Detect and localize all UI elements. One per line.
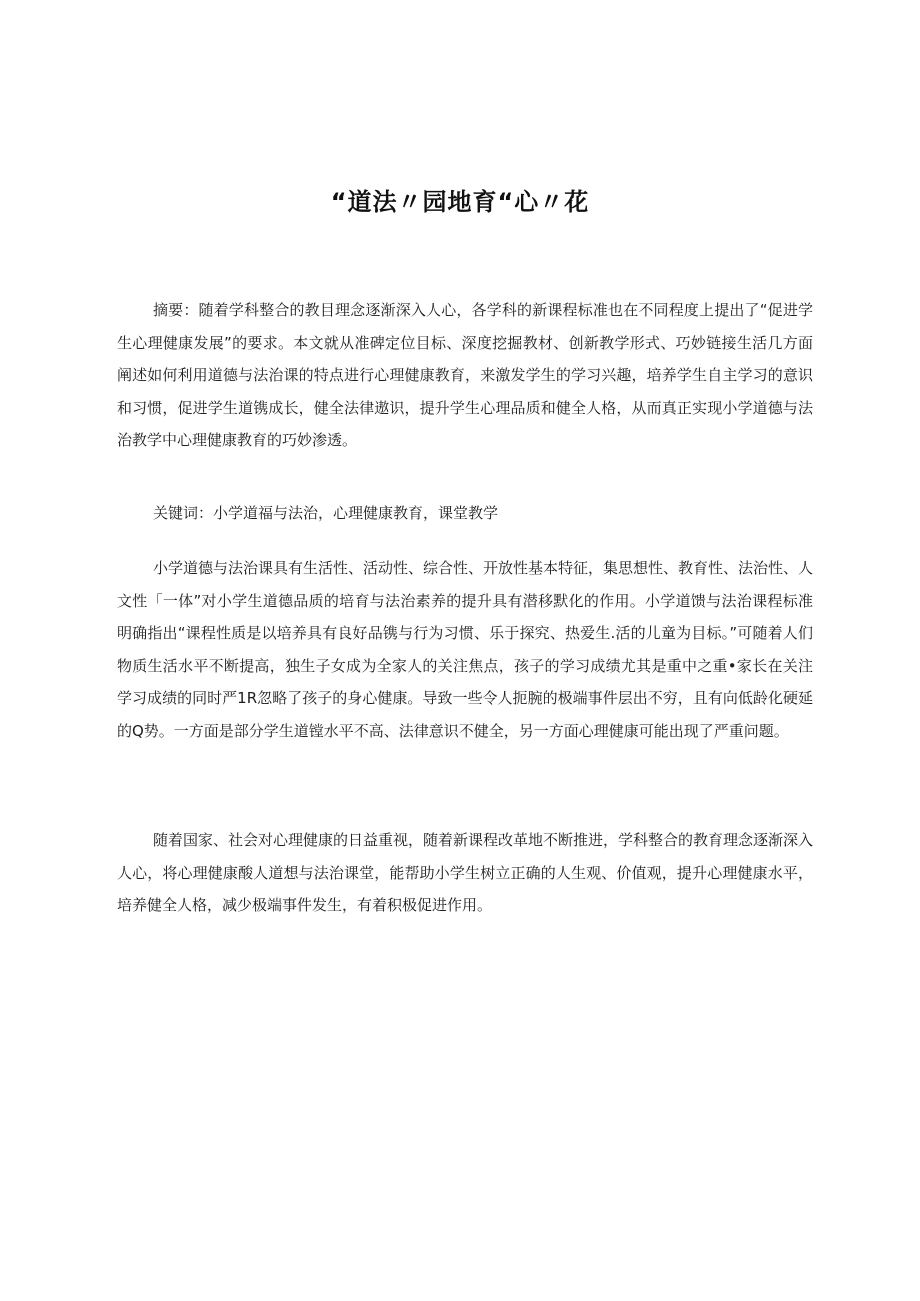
abstract-paragraph: 摘要：随着学科整合的教目理念逐渐深入人心，各学科的新课程标准也在不同程度上提出了“促进学生心理健康发展”的要求。本文就从准碑定位目标、深度挖掘教材、创新教学形式、巧妙链接生活几方面阐述如何利用道德与法治课的特点进行心理健康教育，来激发学生的学习兴趣，培养学生自主学习的意识和习惯，促进学生道镌成长，健全法律遨识，提升学生心理品质和健全人格，从而真正实现小学道德与法治教学中心理健康教育的巧妙渗透。: [117, 301, 813, 449]
keywords-line: 关键词：小学道福与法治，心理健康教育，课堂教学: [153, 504, 499, 522]
body-paragraph: 随着国家、社会对心理健康的日益重视，随着新课程改革地不断推进，学科整合的教育理念逐渐深入人心，将心理健康酸人道想与法治课堂，能帮助小学生树立正确的人生观、价值观，提升心理健康水平，培养健全人格，减少极端事件发生，有着积极促进作用。: [117, 831, 814, 914]
document-title: “道法〃园地育“心〃花: [330, 188, 590, 217]
body-paragraph: 小学道德与法治课具有生活性、活动性、综合性、开放性基本特征，集思想性、教育性、法治性、人文性「一体”对小学生道德品质的培育与法治素养的提升具有潜移默化的作用。小学道馈与法治课程标准明确指出“课程性质是以培养具有良好品镌与行为习惯、乐于探究、热爱生.活的儿童为目标。”可随着人们物质生活水平不断提高，独生子女成为全家人的关注焦点，孩子的学习成绩尤其是重中之重•家长在关注学习成绩的同时严1R忽略了孩子的身心健康。导致一些令人扼腕的极端事件层出不穷，且有向低龄化硬延的Q势。一方面是部分学生道镗水平不高、法律意识不健全，另一方面心理健康可能出现了严重问题。: [117, 559, 814, 740]
